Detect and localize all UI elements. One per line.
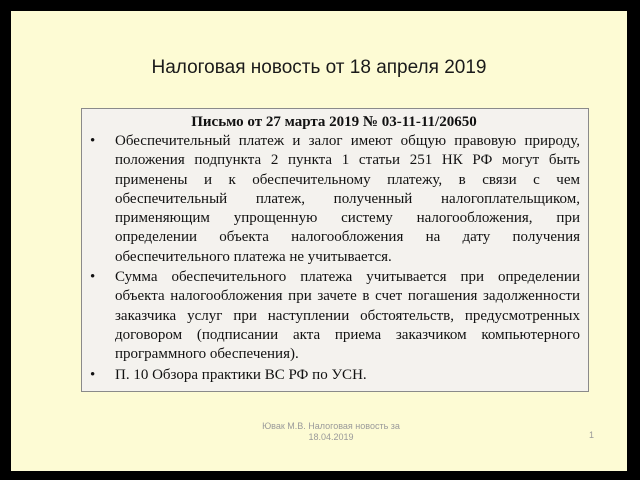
letter-heading: Письмо от 27 марта 2019 № 03-11-11/20650 [191,114,477,130]
footer-author-line: Ювак М.В. Налоговая новость за [262,421,400,431]
bullet-item [88,132,580,267]
footer-date-line: 18.04.2019 [308,432,354,442]
footer-author [231,421,431,443]
page-number: 1 [589,430,595,440]
bullet-text: Обеспечительный платеж и залог имеют общую правовую природу, положения подпункта 2 пункта 1 статьи 251 НК РФ могут быть применены и к обеспечительному платежу, в связи с чем обеспечительный платеж, полученный налогоплательщиком, применяющим упрощенную систему налогообложения, при определении объекта налогообложения на дату получения обеспечительного платежа не учитывается. [115,133,580,265]
slide-title: Налоговая новость от 18 апреля 2019 [151,57,487,78]
bullet-icon: • [90,269,96,286]
bullet-icon: • [90,366,96,383]
bullet-list [88,132,580,385]
bullet-icon: • [90,133,96,149]
letter-box [81,108,589,392]
bullet-item [88,268,580,364]
bullet-text: П. 10 Обзора практики ВС РФ по УСН. [115,366,367,383]
slide [11,11,627,471]
bullet-item [88,366,580,385]
bullet-text: Сумма обеспечительного платежа учитывается при определении объекта налогообложения при зачете в счет погашения задолженности заказчика услуг при наступлении обстоятельств, предусмотренных договором (подписании акта приема заказчиком компьютерного программного обеспечения). [115,269,580,363]
